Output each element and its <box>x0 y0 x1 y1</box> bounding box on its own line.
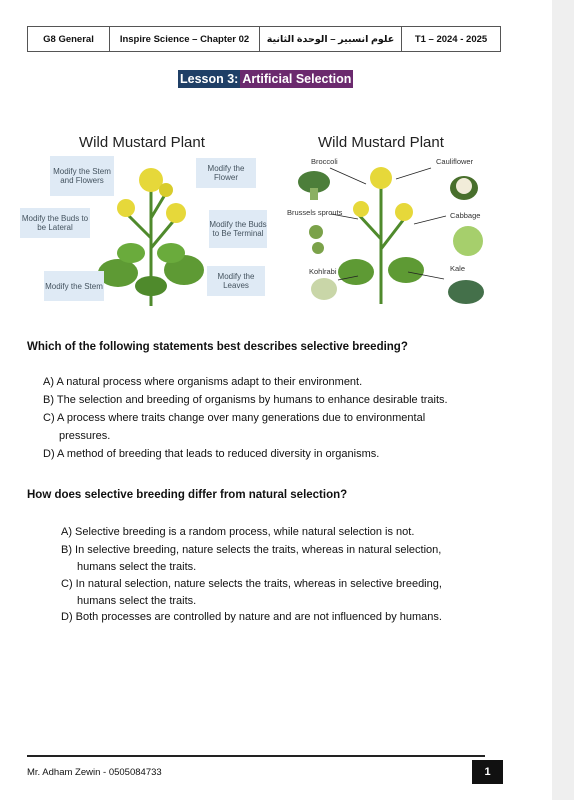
vegetable-label: Broccoli <box>311 157 338 166</box>
mustard-figure <box>14 128 496 306</box>
header-book: Inspire Science – Chapter 02 <box>110 27 260 51</box>
q1-option-b: B) The selection and breeding of organisms by humans to enhance desirable traits. <box>43 394 448 406</box>
q2-option-c: C) In natural selection, nature selects the traits, whereas in selective breeding, <box>61 578 442 590</box>
label-box: Modify the Leaves <box>207 266 265 296</box>
footer-author: Mr. Adham Zewin - 0505084733 <box>27 767 162 778</box>
q1-option-c: C) A process where traits change over many generations due to environmental <box>43 412 426 424</box>
q1-option-c-continued: pressures. <box>59 430 111 442</box>
vegetable-label: Kohlrabi <box>309 267 337 276</box>
vegetable-label: Kale <box>450 264 466 273</box>
vegetable-label: Cauliflower <box>436 157 474 166</box>
header-arabic: علوم انسبير – الوحدة الثانية <box>260 27 402 51</box>
left-figure-title: Wild Mustard Plant <box>79 134 205 151</box>
header-term: T1 – 2024 - 2025 <box>414 33 488 45</box>
lesson-prefix: Lesson 3: <box>180 72 239 86</box>
label-box: Modify the Buds to Be Terminal <box>209 210 267 248</box>
vegetable-label: Cabbage <box>450 211 481 220</box>
label-box: Modify the Flower <box>196 158 256 188</box>
question-1: Which of the following statements best describes selective breeding? <box>27 341 408 353</box>
header-table <box>27 26 501 52</box>
footer-divider <box>27 755 485 757</box>
label-box: Modify the Buds to be Lateral <box>20 208 90 238</box>
vegetable-varieties-illustration <box>286 154 496 306</box>
q2-option-b-continued: humans select the traits. <box>77 561 197 573</box>
q2-option-d: D) Both processes are controlled by nature and are not influenced by humans. <box>61 611 442 623</box>
lesson-title <box>178 70 353 88</box>
right-figure-title: Wild Mustard Plant <box>318 134 444 151</box>
lesson-topic: Artificial Selection <box>242 72 352 86</box>
page-number: 1 <box>472 760 503 784</box>
q2-option-a: A) Selective breeding is a random process, while natural selection is not. <box>61 526 415 538</box>
label-box: Modify the Stem and Flowers <box>50 156 114 196</box>
right-margin-strip <box>552 0 574 800</box>
q1-option-d: D) A method of breeding that leads to reduced diversity in organisms. <box>43 448 380 460</box>
label-box: Modify the Stem <box>44 271 104 301</box>
vegetable-label: Brussels sprouts <box>287 208 343 217</box>
question-2: How does selective breeding differ from natural selection? <box>27 489 348 501</box>
q1-option-a: A) A natural process where organisms adapt to their environment. <box>43 376 363 388</box>
header-grade: G8 General <box>28 27 110 51</box>
q2-option-b: B) In selective breeding, nature selects the traits, whereas in natural selection, <box>61 544 442 556</box>
q2-option-c-continued: humans select the traits. <box>77 595 197 607</box>
